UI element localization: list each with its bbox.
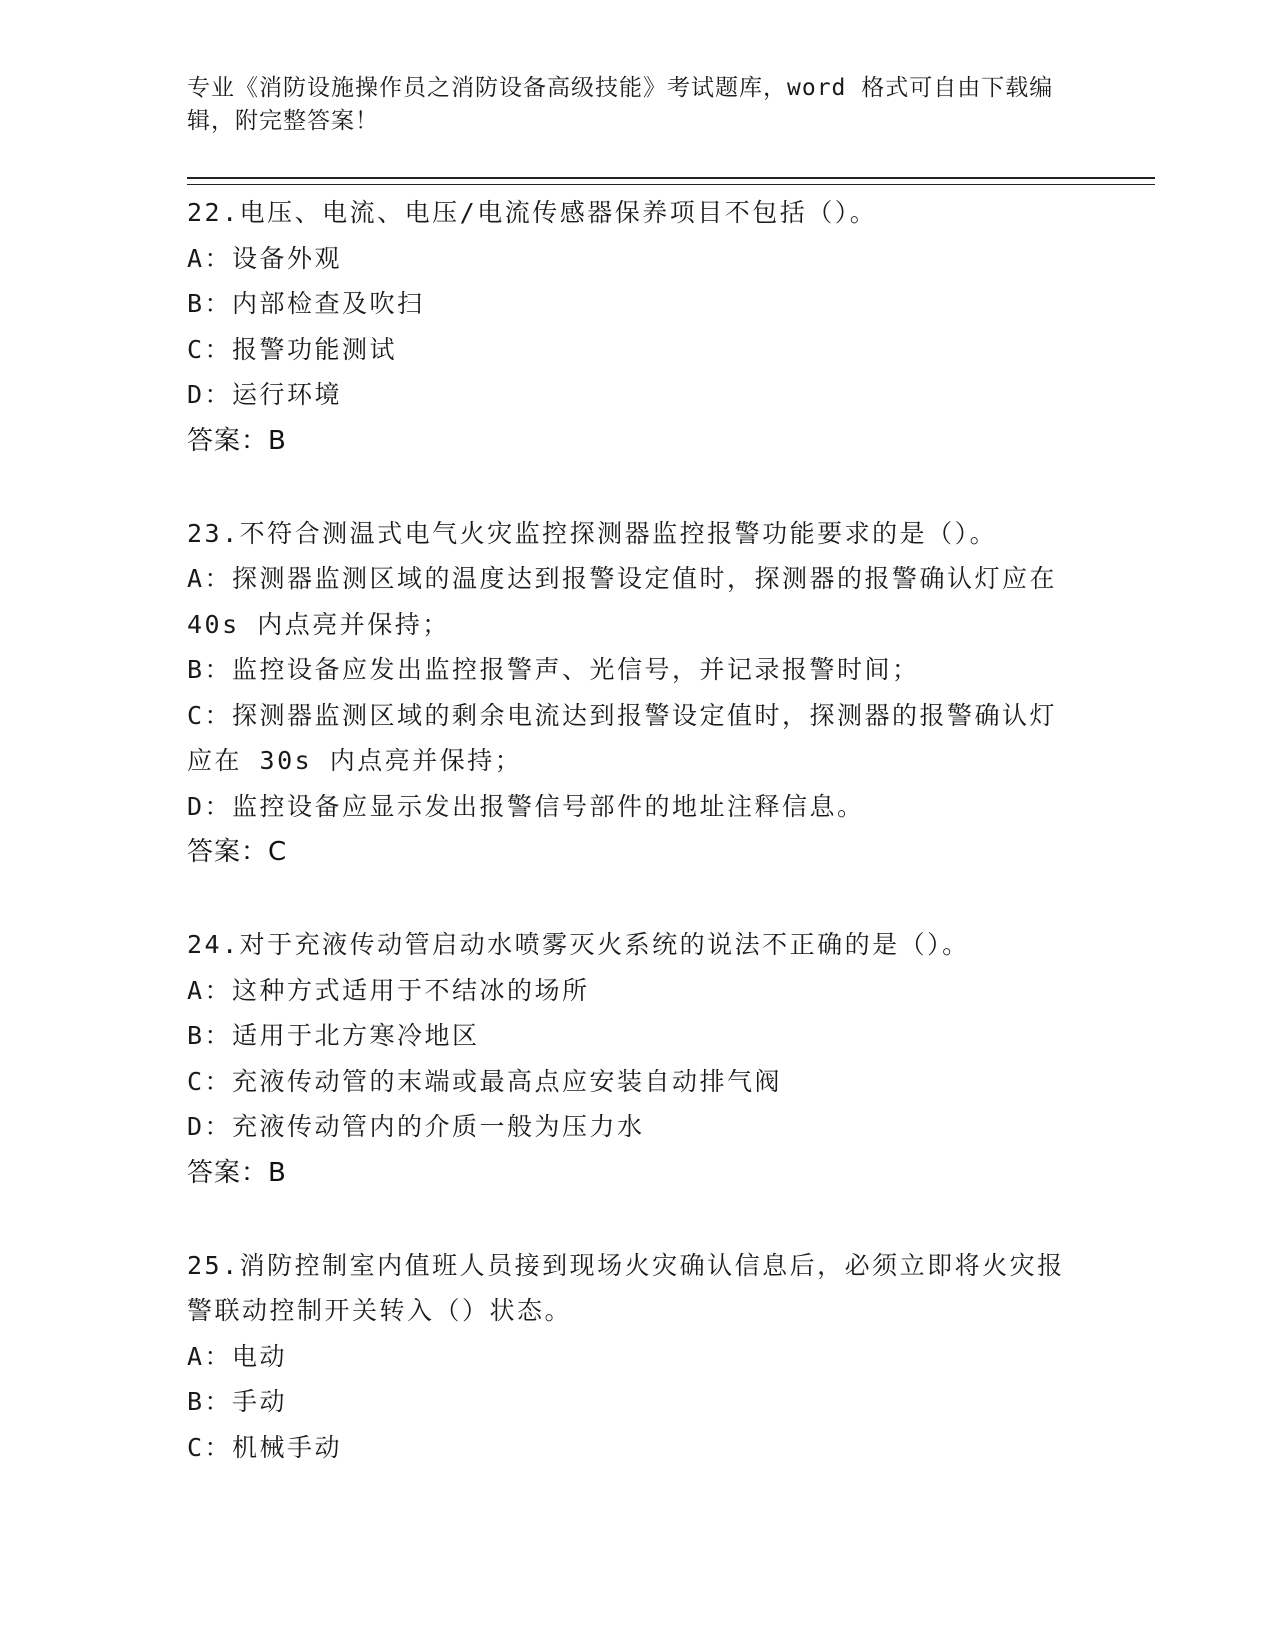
header-line-2: 辑，附完整答案！ xyxy=(187,108,379,134)
option-b: B：适用于北方寒冷地区 xyxy=(187,1021,480,1050)
question-24 xyxy=(187,922,1077,1196)
question-stem: 22.电压、电流、电压/电流传感器保养项目不包括（）。 xyxy=(187,198,878,227)
option-a: A：设备外观 xyxy=(187,243,343,273)
option-d: D：监控设备应显示发出报警信号部件的地址注释信息。 xyxy=(187,791,865,821)
option-a: A：电动 xyxy=(187,1341,288,1371)
option-b: B：手动 xyxy=(187,1387,288,1416)
option-a: A：这种方式适用于不结冰的场所 xyxy=(187,975,590,1005)
question-23 xyxy=(187,511,1077,876)
question-stem: 23.不符合测温式电气火灾监控探测器监控报警功能要求的是（）。 xyxy=(187,518,998,548)
question-stem: 24.对于充液传动管启动水喷雾灭火系统的说法不正确的是（）。 xyxy=(187,930,970,959)
option-c: C：探测器监测区域的剩余电流达到报警设定值时，探测器的报警确认灯应在 30s 内点亮并保持； xyxy=(187,700,1058,775)
header-line-1: 专业《消防设施操作员之消防设备高级技能》考试题库，word 格式可自由下载编 xyxy=(187,75,1054,101)
document-header xyxy=(187,72,1077,138)
option-c: C：机械手动 xyxy=(187,1432,343,1462)
option-b: B：监控设备应发出监控报警声、光信号，并记录报警时间； xyxy=(187,655,920,684)
option-d: D：运行环境 xyxy=(187,380,343,409)
answer-label: 答案：B xyxy=(187,1157,287,1188)
question-stem: 25.消防控制室内值班人员接到现场火灾确认信息后，必须立即将火灾报警联动控制开关转入（）状态。 xyxy=(187,1250,1065,1325)
header-divider-thick xyxy=(187,177,1155,179)
question-22 xyxy=(187,190,1077,464)
question-25 xyxy=(187,1243,1077,1471)
option-a: A：探测器监测区域的温度达到报警设定值时，探测器的报警确认灯应在 40s 内点亮并保持； xyxy=(187,564,1058,639)
option-c: C：报警功能测试 xyxy=(187,334,398,364)
option-c: C：充液传动管的末端或最高点应安装自动排气阀 xyxy=(187,1066,783,1096)
option-b: B：内部检查及吹扫 xyxy=(187,289,425,318)
answer-label: 答案：B xyxy=(187,425,287,456)
option-d: D：充液传动管内的介质一般为压力水 xyxy=(187,1112,645,1141)
header-divider-thin xyxy=(187,184,1155,185)
question-list xyxy=(187,190,1077,1470)
answer-label: 答案：C xyxy=(187,837,288,867)
